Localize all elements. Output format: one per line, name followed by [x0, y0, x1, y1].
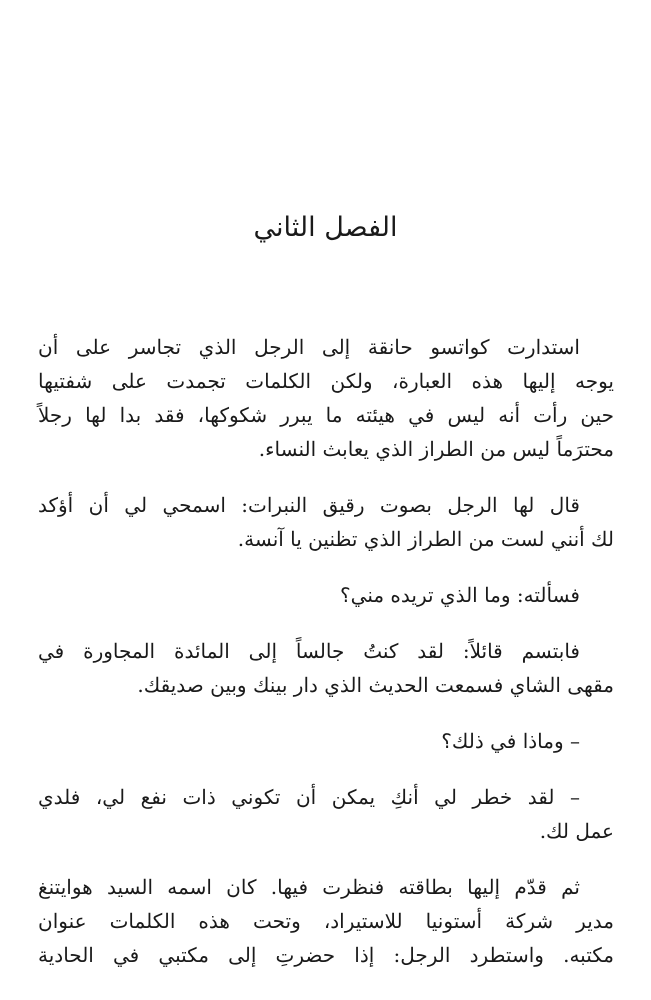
text-line: فابتسم قائلاً: لقد كنتُ جالساً إلى المائدة المجاورة في	[38, 639, 580, 663]
paragraph	[38, 780, 614, 848]
paragraph	[38, 330, 614, 466]
paragraph	[38, 578, 614, 612]
text-line: عمل لك.	[539, 819, 614, 843]
paragraph	[38, 870, 614, 972]
paragraph	[38, 488, 614, 556]
text-line: ثم قدّم إليها بطاقته فنظرت فيها. كان اسمه السيد هوايتنغ	[38, 875, 580, 899]
text-line: لك أنني لست من الطراز الذي تظنين يا آنسة.	[237, 527, 614, 551]
paragraph	[38, 724, 614, 758]
text-line: مدير شركة أستونيا للاستيراد، وتحت هذه الكلمات عنوان	[38, 909, 614, 933]
text-line: حين رأت أنه ليس في هيئته ما يبرر شكوكها، فقد بدا لها رجلاً	[38, 403, 614, 427]
text-line: محترَماً ليس من الطراز الذي يعابث النساء.	[258, 437, 614, 461]
text-line: استدارت كواتسو حانقة إلى الرجل الذي تجاسر على أن	[38, 335, 580, 359]
chapter-title: الفصل الثاني	[253, 212, 398, 243]
paragraph	[38, 634, 614, 702]
text-line: مقهى الشاي فسمعت الحديث الذي دار بينك وبين صديقك.	[137, 673, 614, 697]
text-line: فسألته: وما الذي تريده مني؟	[340, 583, 580, 607]
text-line: قال لها الرجل بصوت رقيق النبرات: اسمحي لي أن أؤكد	[38, 493, 580, 517]
text-line: مكتبه. واستطرد الرجل: إذا حضرتِ إلى مكتبي في الحادية	[38, 943, 614, 967]
text-line: – لقد خطر لي أنكِ يمكن أن تكوني ذات نفع لي، فلدي	[38, 785, 580, 809]
text-line: – وماذا في ذلك؟	[441, 729, 580, 753]
chapter-body	[38, 330, 614, 972]
text-line: يوجه إليها هذه العبارة، ولكن الكلمات تجمدت على شفتيها	[38, 369, 614, 393]
